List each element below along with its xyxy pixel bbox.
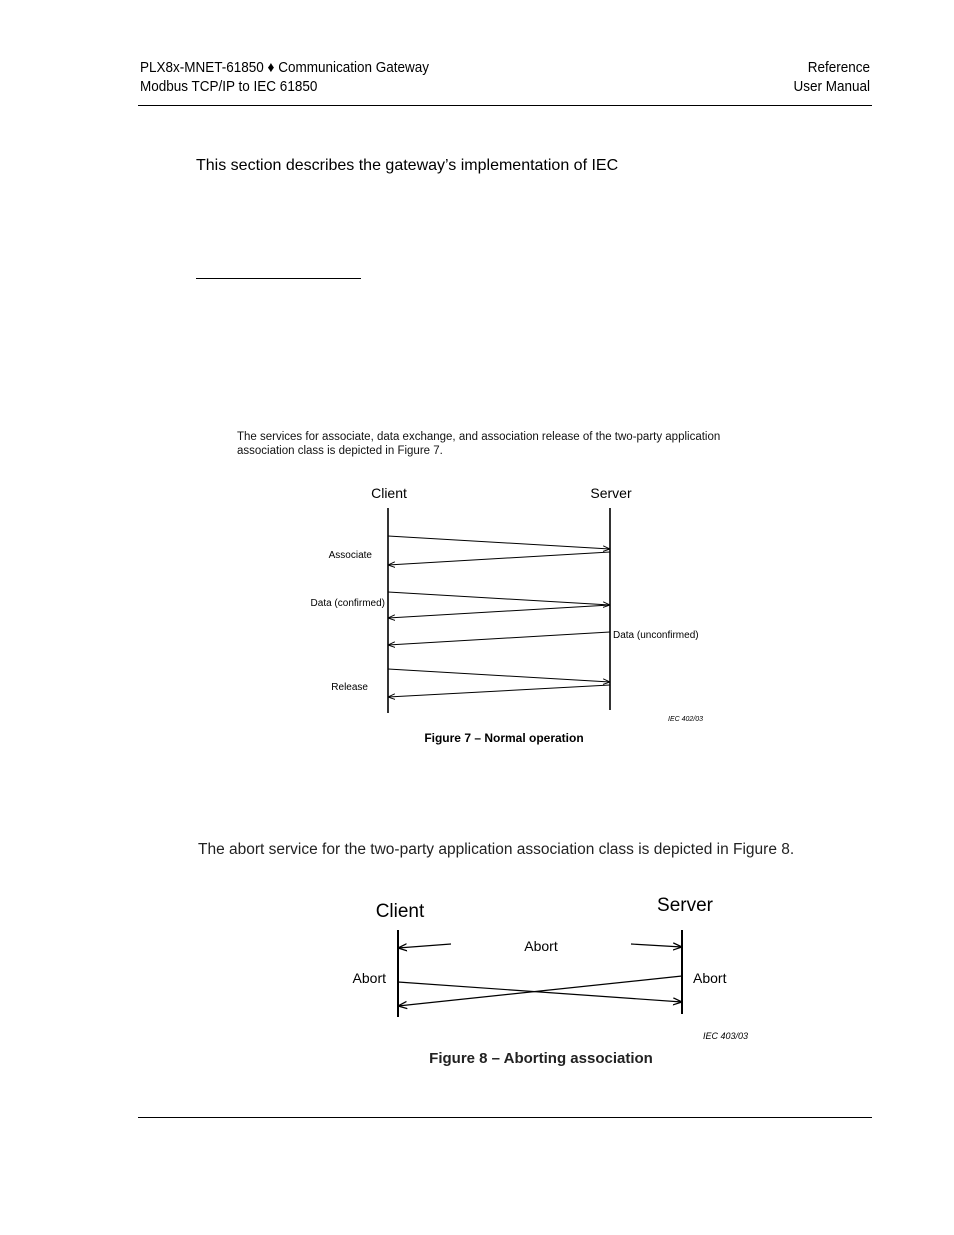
footer-rule bbox=[138, 1117, 872, 1118]
header-product-subtitle: Modbus TCP/IP to IEC 61850 bbox=[140, 78, 318, 95]
figure8-abort-server-to-client-arrow bbox=[398, 976, 682, 1006]
figure8-abort-top-label: Abort bbox=[524, 938, 558, 954]
figure7-data-confirmed-request-arrow bbox=[388, 592, 610, 605]
figure7-release-response-arrow bbox=[388, 685, 610, 697]
figure7-diagram bbox=[311, 485, 704, 745]
figure8-abort-client-to-server-arrow bbox=[398, 982, 682, 1002]
figure8-iec-code: IEC 403/03 bbox=[703, 1031, 749, 1041]
figure8-client-label: Client bbox=[375, 901, 425, 922]
figure8-abort-client-label: Abort bbox=[352, 970, 386, 986]
figure8-intro: The abort service for the two-party application association class is depicted in Figure 8. bbox=[198, 841, 795, 858]
figure7-data-confirmed-label: Data (confirmed) bbox=[310, 598, 385, 609]
figure7-data-unconfirmed-arrow bbox=[388, 632, 610, 645]
figure8-local-abort-client-arrow bbox=[398, 944, 451, 948]
figure7-associate-response-arrow bbox=[388, 552, 610, 565]
figure8-caption: Figure 8 – Aborting association bbox=[429, 1050, 653, 1067]
intro-paragraph: This section describes the gateway’s implementation of IEC bbox=[196, 157, 619, 174]
figure7-client-label: Client bbox=[371, 485, 407, 501]
figure7-caption: Figure 7 – Normal operation bbox=[424, 731, 584, 745]
figure7-release-label: Release bbox=[331, 682, 368, 693]
figure8-server-label: Server bbox=[657, 895, 713, 916]
header-product-title: PLX8x-MNET-61850 ♦ Communication Gateway bbox=[140, 59, 430, 76]
figure7-intro-line2: association class is depicted in Figure 7. bbox=[237, 445, 443, 457]
figure7-server-label: Server bbox=[590, 485, 632, 501]
figure8-abort-server-label: Abort bbox=[693, 970, 727, 986]
figure7-release-request-arrow bbox=[388, 669, 610, 682]
figure8-diagram bbox=[353, 895, 749, 1067]
header-document-type: User Manual bbox=[793, 78, 870, 95]
figure7-iec-code: IEC 402/03 bbox=[668, 716, 704, 723]
figure7-associate-request-arrow bbox=[388, 536, 610, 549]
figure7-associate-label: Associate bbox=[328, 550, 372, 561]
figure7-data-confirmed-response-arrow bbox=[388, 605, 610, 618]
figure7-intro-line1: The services for associate, data exchange, and association release of the two-party application bbox=[237, 431, 721, 443]
figure8-local-abort-server-arrow bbox=[631, 944, 682, 947]
header-section-name: Reference bbox=[807, 59, 870, 76]
figure7-data-unconfirmed-label: Data (unconfirmed) bbox=[613, 630, 699, 641]
